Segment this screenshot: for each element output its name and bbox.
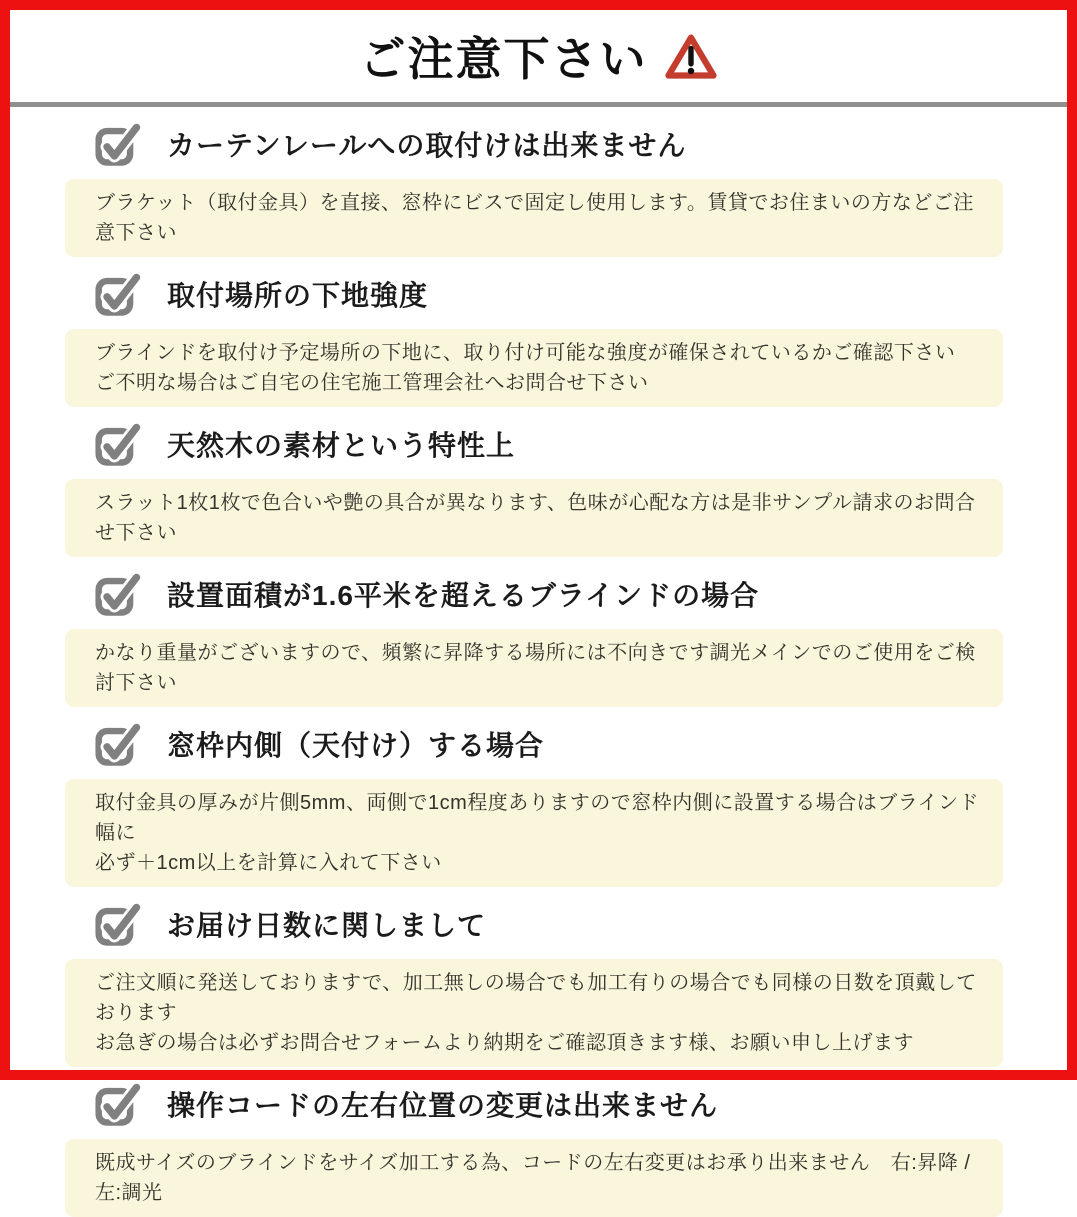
checkbox-check-icon bbox=[95, 121, 143, 167]
section-note bbox=[65, 329, 1003, 407]
checkbox-check-icon bbox=[95, 901, 143, 947]
notice-section bbox=[10, 1081, 1067, 1217]
note-line: お急ぎの場合は必ずお問合せフォームより納期をご確認頂きます様、お願い申し上げます bbox=[95, 1032, 914, 1054]
section-header bbox=[95, 421, 1067, 467]
title-divider bbox=[10, 102, 1067, 107]
notice-section bbox=[10, 121, 1067, 257]
checkbox-check-icon bbox=[95, 721, 143, 767]
notice-section bbox=[10, 571, 1067, 707]
page-title: ご注意下さい bbox=[359, 33, 648, 85]
section-note bbox=[65, 479, 1003, 557]
section-note bbox=[65, 1139, 1003, 1217]
section-header bbox=[95, 571, 1067, 617]
note-line: スラット1枚1枚で色合いや艶の具合が異なります、色味が心配な方は是非サンプル請求のお問合せ下さい bbox=[95, 492, 976, 544]
warning-triangle-icon bbox=[664, 31, 718, 82]
section-note bbox=[65, 959, 1003, 1067]
section-heading: 設置面積が1.6平米を超えるブラインドの場合 bbox=[167, 580, 760, 611]
section-heading: 取付場所の下地強度 bbox=[167, 280, 429, 311]
note-line: 取付金具の厚みが片側5mm、両側で1cm程度ありますので窓枠内側に設置する場合はブラインド幅に bbox=[95, 792, 980, 844]
section-header bbox=[95, 121, 1067, 167]
notice-section bbox=[10, 421, 1067, 557]
section-header bbox=[95, 901, 1067, 947]
note-line: ブラケット（取付金具）を直接、窓枠にビスで固定し使用します。賃貸でお住まいの方などご注意下さい bbox=[95, 192, 974, 244]
section-heading: お届け日数に関しまして bbox=[167, 910, 487, 941]
note-line: ご不明な場合はご自宅の住宅施工管理会社へお問合せ下さい bbox=[95, 372, 649, 394]
page-title-row bbox=[10, 10, 1067, 102]
section-note bbox=[65, 179, 1003, 257]
section-header bbox=[95, 1081, 1067, 1127]
section-heading: 窓枠内側（天付け）する場合 bbox=[167, 730, 545, 761]
checkbox-check-icon bbox=[95, 421, 143, 467]
notice-section bbox=[10, 901, 1067, 1067]
checkbox-check-icon bbox=[95, 1081, 143, 1127]
section-header bbox=[95, 721, 1067, 767]
note-line: ブラインドを取付け予定場所の下地に、取り付け可能な強度が確保されているかご確認下さい bbox=[95, 342, 956, 364]
section-heading: 操作コードの左右位置の変更は出来ません bbox=[167, 1090, 719, 1121]
note-line: ご注文順に発送しておりますで、加工無しの場合でも加工有りの場合でも同様の日数を頂戴しております bbox=[95, 972, 977, 1024]
checkbox-check-icon bbox=[95, 271, 143, 317]
section-note bbox=[65, 779, 1003, 887]
section-note bbox=[65, 629, 1003, 707]
section-heading: 天然木の素材という特性上 bbox=[167, 430, 516, 461]
note-line: 既成サイズのブラインドをサイズ加工する為、コードの左右変更はお承り出来ません 右:昇降 / 左:調光 bbox=[95, 1152, 971, 1204]
section-heading: カーテンレールへの取付けは出来ません bbox=[167, 130, 687, 161]
note-line: かなり重量がございますので、頻繁に昇降する場所には不向きです調光メインでのご使用をご検討下さい bbox=[95, 642, 976, 694]
notice-section bbox=[10, 271, 1067, 407]
notice-section bbox=[10, 721, 1067, 887]
checkbox-check-icon bbox=[95, 571, 143, 617]
note-line: 必ず＋1cm以上を計算に入れて下さい bbox=[95, 852, 442, 874]
section-header bbox=[95, 271, 1067, 317]
